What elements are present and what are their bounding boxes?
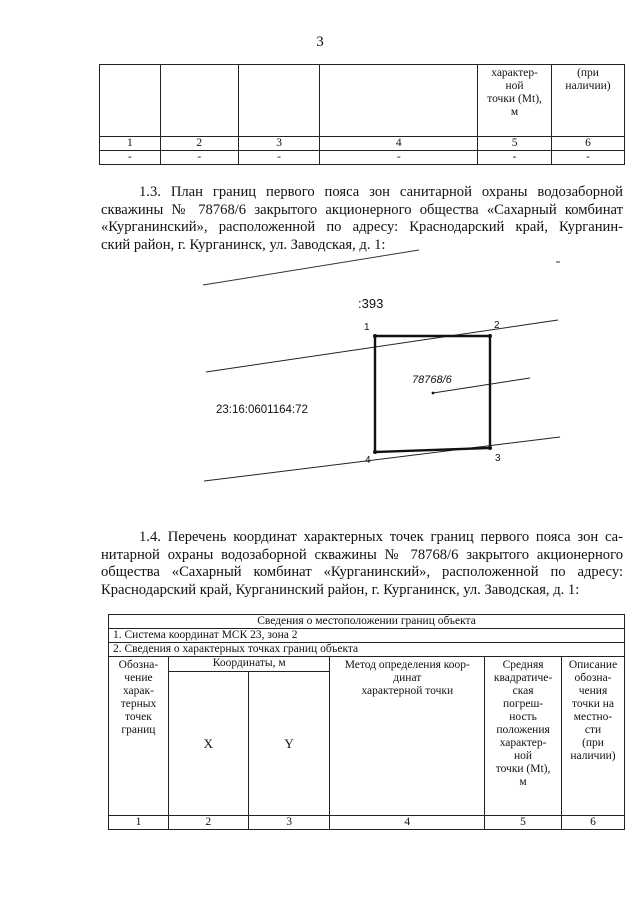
- header-accuracy: Средняя квадратиче- ская погреш- ность положения характер- ной точки (Mt), м: [485, 657, 562, 816]
- section-1-4-line-1: 1.4. Перечень координат характерных точек границ первого пояса зон са-: [139, 529, 623, 545]
- header-y: Y: [248, 672, 330, 816]
- top-number-cell: 6: [552, 137, 625, 151]
- section-1-4-paragraph: [101, 529, 623, 599]
- top-number-cell: 5: [478, 137, 552, 151]
- top-header-cell-6: (при наличии): [552, 65, 625, 137]
- point-marker-4: [373, 450, 377, 454]
- points-heading-row: 2. Сведения о характерных точках границ объекта: [109, 643, 625, 657]
- column-number-cell: 6: [562, 816, 625, 830]
- top-dash-cell: -: [320, 151, 478, 165]
- top-dash-cell: -: [160, 151, 238, 165]
- well-marker: [432, 392, 435, 395]
- section-1-4-line-3: общества «Сахарный комбинат «Курганинский», расположенной по адресу:: [101, 564, 623, 581]
- parcel-boundary-line: [206, 320, 558, 372]
- column-number-cell: 3: [248, 816, 330, 830]
- section-1-3-line-1: 1.3. План границ первого пояса зон санитарной охраны водозаборной: [139, 184, 623, 200]
- section-1-3-line-2: скважины № 78768/6 закрытого акционерного общества «Сахарный комбинат: [101, 201, 623, 218]
- column-number-cell: 1: [109, 816, 169, 830]
- coordinate-system-row: 1. Система координат МСК 23, зона 2: [109, 629, 625, 643]
- section-1-3-line-3: «Курганинский», расположенной по адресу: Краснодарский край, Курганин-: [101, 219, 623, 236]
- top-number-cell: 1: [100, 137, 161, 151]
- section-1-4-line-4: Краснодарский край, Курганинский район, г. Курганинск, ул. Заводская, д. 1:: [101, 581, 580, 598]
- column-number-cell: 5: [485, 816, 562, 830]
- top-dash-cell: -: [478, 151, 552, 165]
- parcel-label-393: :393: [358, 296, 384, 311]
- header-method: Метод определения коор- динат характерной точки: [330, 657, 485, 816]
- well-label: 78768/6: [412, 374, 452, 386]
- section-1-4-line-2: нитарной охраны водозаборной скважины № 78768/6 закрытого акционерного: [101, 546, 623, 563]
- parcel-boundary-line: [204, 437, 560, 481]
- top-dash-cell: -: [238, 151, 320, 165]
- top-header-cell-5: характер- ной точки (Mt), м: [478, 65, 552, 137]
- top-number-cell: 4: [320, 137, 478, 151]
- top-dash-cell: -: [552, 151, 625, 165]
- header-description: Описание обозна- чения точки на местно- сти (при наличии): [562, 657, 625, 816]
- point-label-1: 1: [364, 322, 370, 333]
- parcel-label-cadastral: 23:16:0601164:72: [216, 404, 308, 416]
- section-1-3-line-4: ский район, г. Курганинск, ул. Заводская, д. 1:: [101, 236, 386, 253]
- header-x: X: [168, 672, 248, 816]
- top-dash-cell: -: [100, 151, 161, 165]
- bottom-coordinates-table: [108, 614, 625, 830]
- table-title: Сведения о местоположении границ объекта: [109, 615, 625, 629]
- page-number: 3: [316, 34, 324, 50]
- header-coordinates: Координаты, м: [168, 657, 330, 672]
- point-marker-2: [488, 334, 492, 338]
- point-label-3: 3: [495, 453, 501, 464]
- point-label-2: 2: [494, 320, 500, 331]
- parcel-boundary-line: [203, 250, 419, 285]
- column-number-cell: 2: [168, 816, 248, 830]
- top-number-cell: 3: [238, 137, 320, 151]
- point-marker-1: [373, 334, 377, 338]
- top-number-cell: 2: [160, 137, 238, 151]
- header-point-designation: Обозна- чение харак- терных точек границ: [109, 657, 169, 816]
- point-label-4: 4: [365, 455, 371, 466]
- point-marker-3: [488, 446, 492, 450]
- column-number-cell: 4: [330, 816, 485, 830]
